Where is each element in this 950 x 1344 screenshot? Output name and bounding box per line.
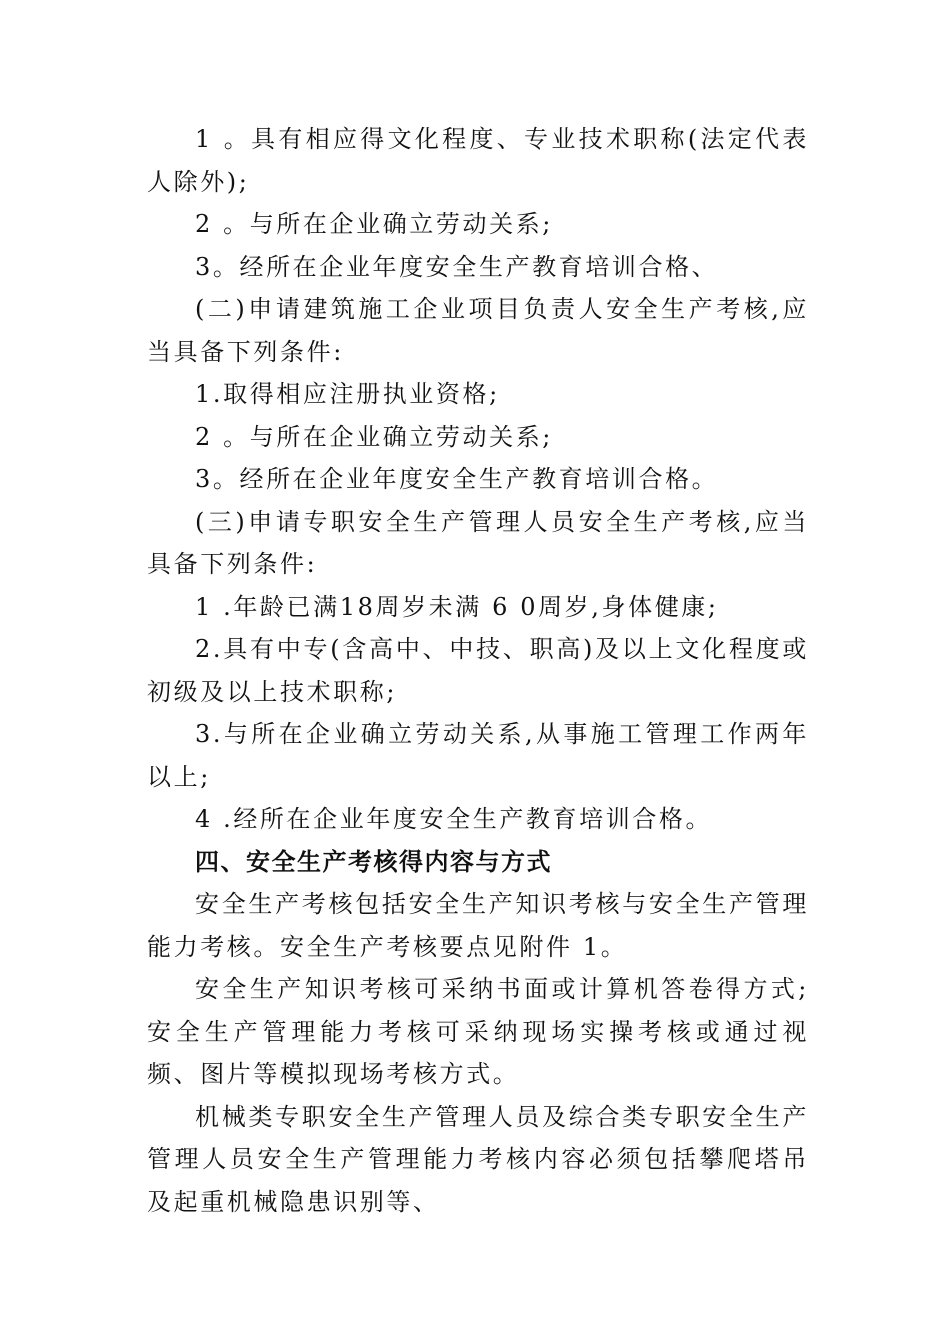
paragraph-1: 1 。具有相应得文化程度、专业技术职称(法定代表人除外); <box>147 125 809 196</box>
document-body <box>147 118 809 1223</box>
paragraph-10: 2.具有中专(含高中、中技、职高)及以上文化程度或初级及以上技术职称; <box>147 635 809 706</box>
paragraph-15: 安全生产知识考核可采纳书面或计算机答卷得方式;安全生产管理能力考核可采纳现场实操考核或通过视频、图片等模拟现场考核方式。 <box>147 975 809 1088</box>
paragraph-11: 3.与所在企业确立劳动关系,从事施工管理工作两年以上; <box>147 720 809 791</box>
paragraph-6: 2 。与所在企业确立劳动关系; <box>195 422 553 451</box>
paragraph-16: 机械类专职安全生产管理人员及综合类专职安全生产管理人员安全生产管理能力考核内容必须包括攀爬塔吊及起重机械隐患识别等、 <box>147 1102 809 1216</box>
paragraph-14: 安全生产考核包括安全生产知识考核与安全生产管理能力考核。安全生产考核要点见附件 1。 <box>147 890 809 961</box>
paragraph-4: (二)申请建筑施工企业项目负责人安全生产考核,应当具备下列条件: <box>147 295 809 366</box>
paragraph-9: 1 .年龄已满18周岁未满 6 0周岁,身体健康; <box>195 592 719 621</box>
section-heading: 四、安全生产考核得内容与方式 <box>195 847 552 876</box>
paragraph-12: 4 .经所在企业年度安全生产教育培训合格。 <box>195 805 713 833</box>
paragraph-8: (三)申请专职安全生产管理人员安全生产考核,应当具备下列条件: <box>147 507 809 578</box>
paragraph-2: 2 。与所在企业确立劳动关系; <box>195 210 553 238</box>
paragraph-3: 3。经所在企业年度安全生产教育培训合格、 <box>195 252 719 281</box>
paragraph-5: 1.取得相应注册执业资格; <box>195 380 500 408</box>
paragraph-7: 3。经所在企业年度安全生产教育培训合格。 <box>195 465 719 493</box>
